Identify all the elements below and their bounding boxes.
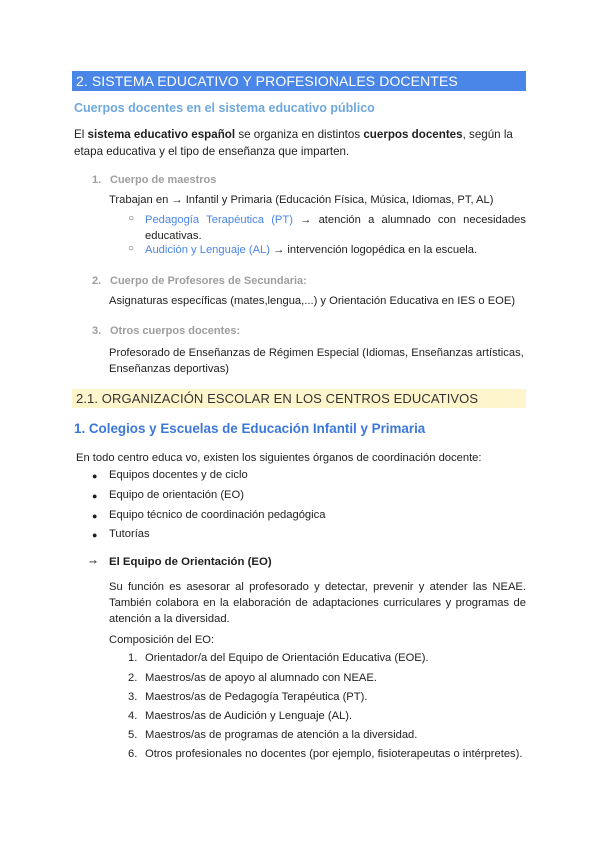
sub-item-text: → atención a alumnado con necesidades educativas.	[145, 214, 526, 242]
bullet-icon: ●	[92, 530, 98, 540]
cuerpo-text-3: Profesorado de Enseñanzas de Régimen Especial (Idiomas, Enseñanzas artísticas, Enseñanzas deportivas)	[109, 347, 524, 375]
bullet-icon: ●	[92, 491, 98, 501]
intro-text-3: , según la etapa educativa y el tipo de enseñanza que imparten.	[74, 128, 513, 158]
cuerpo-heading-2	[92, 275, 307, 287]
cuerpo-number: 1.	[92, 174, 102, 186]
sub-item-label: Pedagogía Terapéutica (PT)	[145, 214, 293, 226]
composicion-item: Maestros/as de Pedagogía Terapéutica (PT).	[145, 691, 368, 703]
intro-paragraph	[74, 126, 526, 160]
sub-item-pt	[145, 212, 526, 244]
section-title-banner: 2. SISTEMA EDUCATIVO Y PROFESIONALES DOCENTES	[72, 71, 526, 91]
bullet-icon: ●	[92, 511, 98, 521]
eo-funcion: Su función es asesorar al profesorado y detectar, prevenir y atender las NEAE. También colabora en la elaboración de adaptaciones curriculares y programas de atención a la diversidad.	[109, 581, 526, 625]
bullet-icon: ●	[92, 471, 98, 481]
organo-item: Equipo de orientación (EO)	[109, 489, 244, 501]
composicion-item: Maestros/as de programas de atención a la diversidad.	[145, 729, 418, 741]
eo-title: El Equipo de Orientación (EO)	[109, 556, 272, 568]
list-number: 1.	[128, 652, 138, 664]
heading-colegios: 1. Colegios y Escuelas de Educación Infantil y Primaria	[74, 421, 426, 436]
composicion-item: Maestros/as de apoyo al alumnado con NEAE.	[145, 672, 377, 684]
intro-bold-2: cuerpos docentes	[363, 128, 463, 141]
list-number: 3.	[128, 691, 138, 703]
list-number: 4.	[128, 710, 138, 722]
sub-item-text: → intervención logopédica en la escuela.	[270, 244, 478, 256]
circle-bullet-icon: ○	[128, 213, 135, 224]
eo-composicion-label: Composición del EO:	[109, 634, 215, 646]
organos-intro: En todo centro educa vo, existen los siguientes órganos de coordinación docente:	[76, 452, 482, 464]
composicion-item: Otros profesionales no docentes (por ejemplo, fisioterapeutas o intérpretes).	[145, 748, 523, 760]
subheading: Cuerpos docentes en el sistema educativo público	[74, 101, 375, 115]
list-number: 6.	[128, 748, 138, 760]
cuerpo-text-2: Asignaturas específicas (mates,lengua,...) y Orientación Educativa en IES o EOE)	[109, 295, 516, 307]
circle-bullet-icon: ○	[128, 243, 135, 254]
sub-item-label: Audición y Lenguaje (AL)	[145, 244, 271, 256]
intro-bold-1: sistema educativo español	[87, 128, 236, 141]
sub-item-al	[145, 242, 477, 258]
list-number: 5.	[128, 729, 138, 741]
arrow-icon: ➙	[89, 557, 98, 568]
cuerpo-text-1: Trabajan en → Infantil y Primaria (Educación Física, Música, Idiomas, PT, AL)	[109, 194, 494, 206]
intro-text-1: El	[74, 128, 88, 141]
organo-item: Equipos docentes y de ciclo	[109, 469, 248, 481]
intro-text-2: se organiza en distintos	[235, 128, 364, 141]
section2-title-banner: 2.1. ORGANIZACIÓN ESCOLAR EN LOS CENTROS EDUCATIVOS	[72, 389, 526, 408]
organo-item: Equipo técnico de coordinación pedagógica	[109, 509, 326, 521]
composicion-item: Maestros/as de Audición y Lenguaje (AL).	[145, 710, 353, 722]
organo-item: Tutorías	[109, 528, 150, 540]
cuerpo-number: 2.	[92, 275, 102, 287]
cuerpo-heading-1	[92, 174, 216, 186]
list-number: 2.	[128, 672, 138, 684]
cuerpo-title: Cuerpo de Profesores de Secundaria:	[110, 275, 307, 287]
cuerpo-number: 3.	[92, 325, 102, 337]
composicion-item: Orientador/a del Equipo de Orientación Educativa (EOE).	[145, 652, 429, 664]
cuerpo-heading-3	[92, 325, 240, 337]
cuerpo-title: Otros cuerpos docentes:	[110, 325, 241, 337]
cuerpo-title: Cuerpo de maestros	[110, 174, 217, 186]
